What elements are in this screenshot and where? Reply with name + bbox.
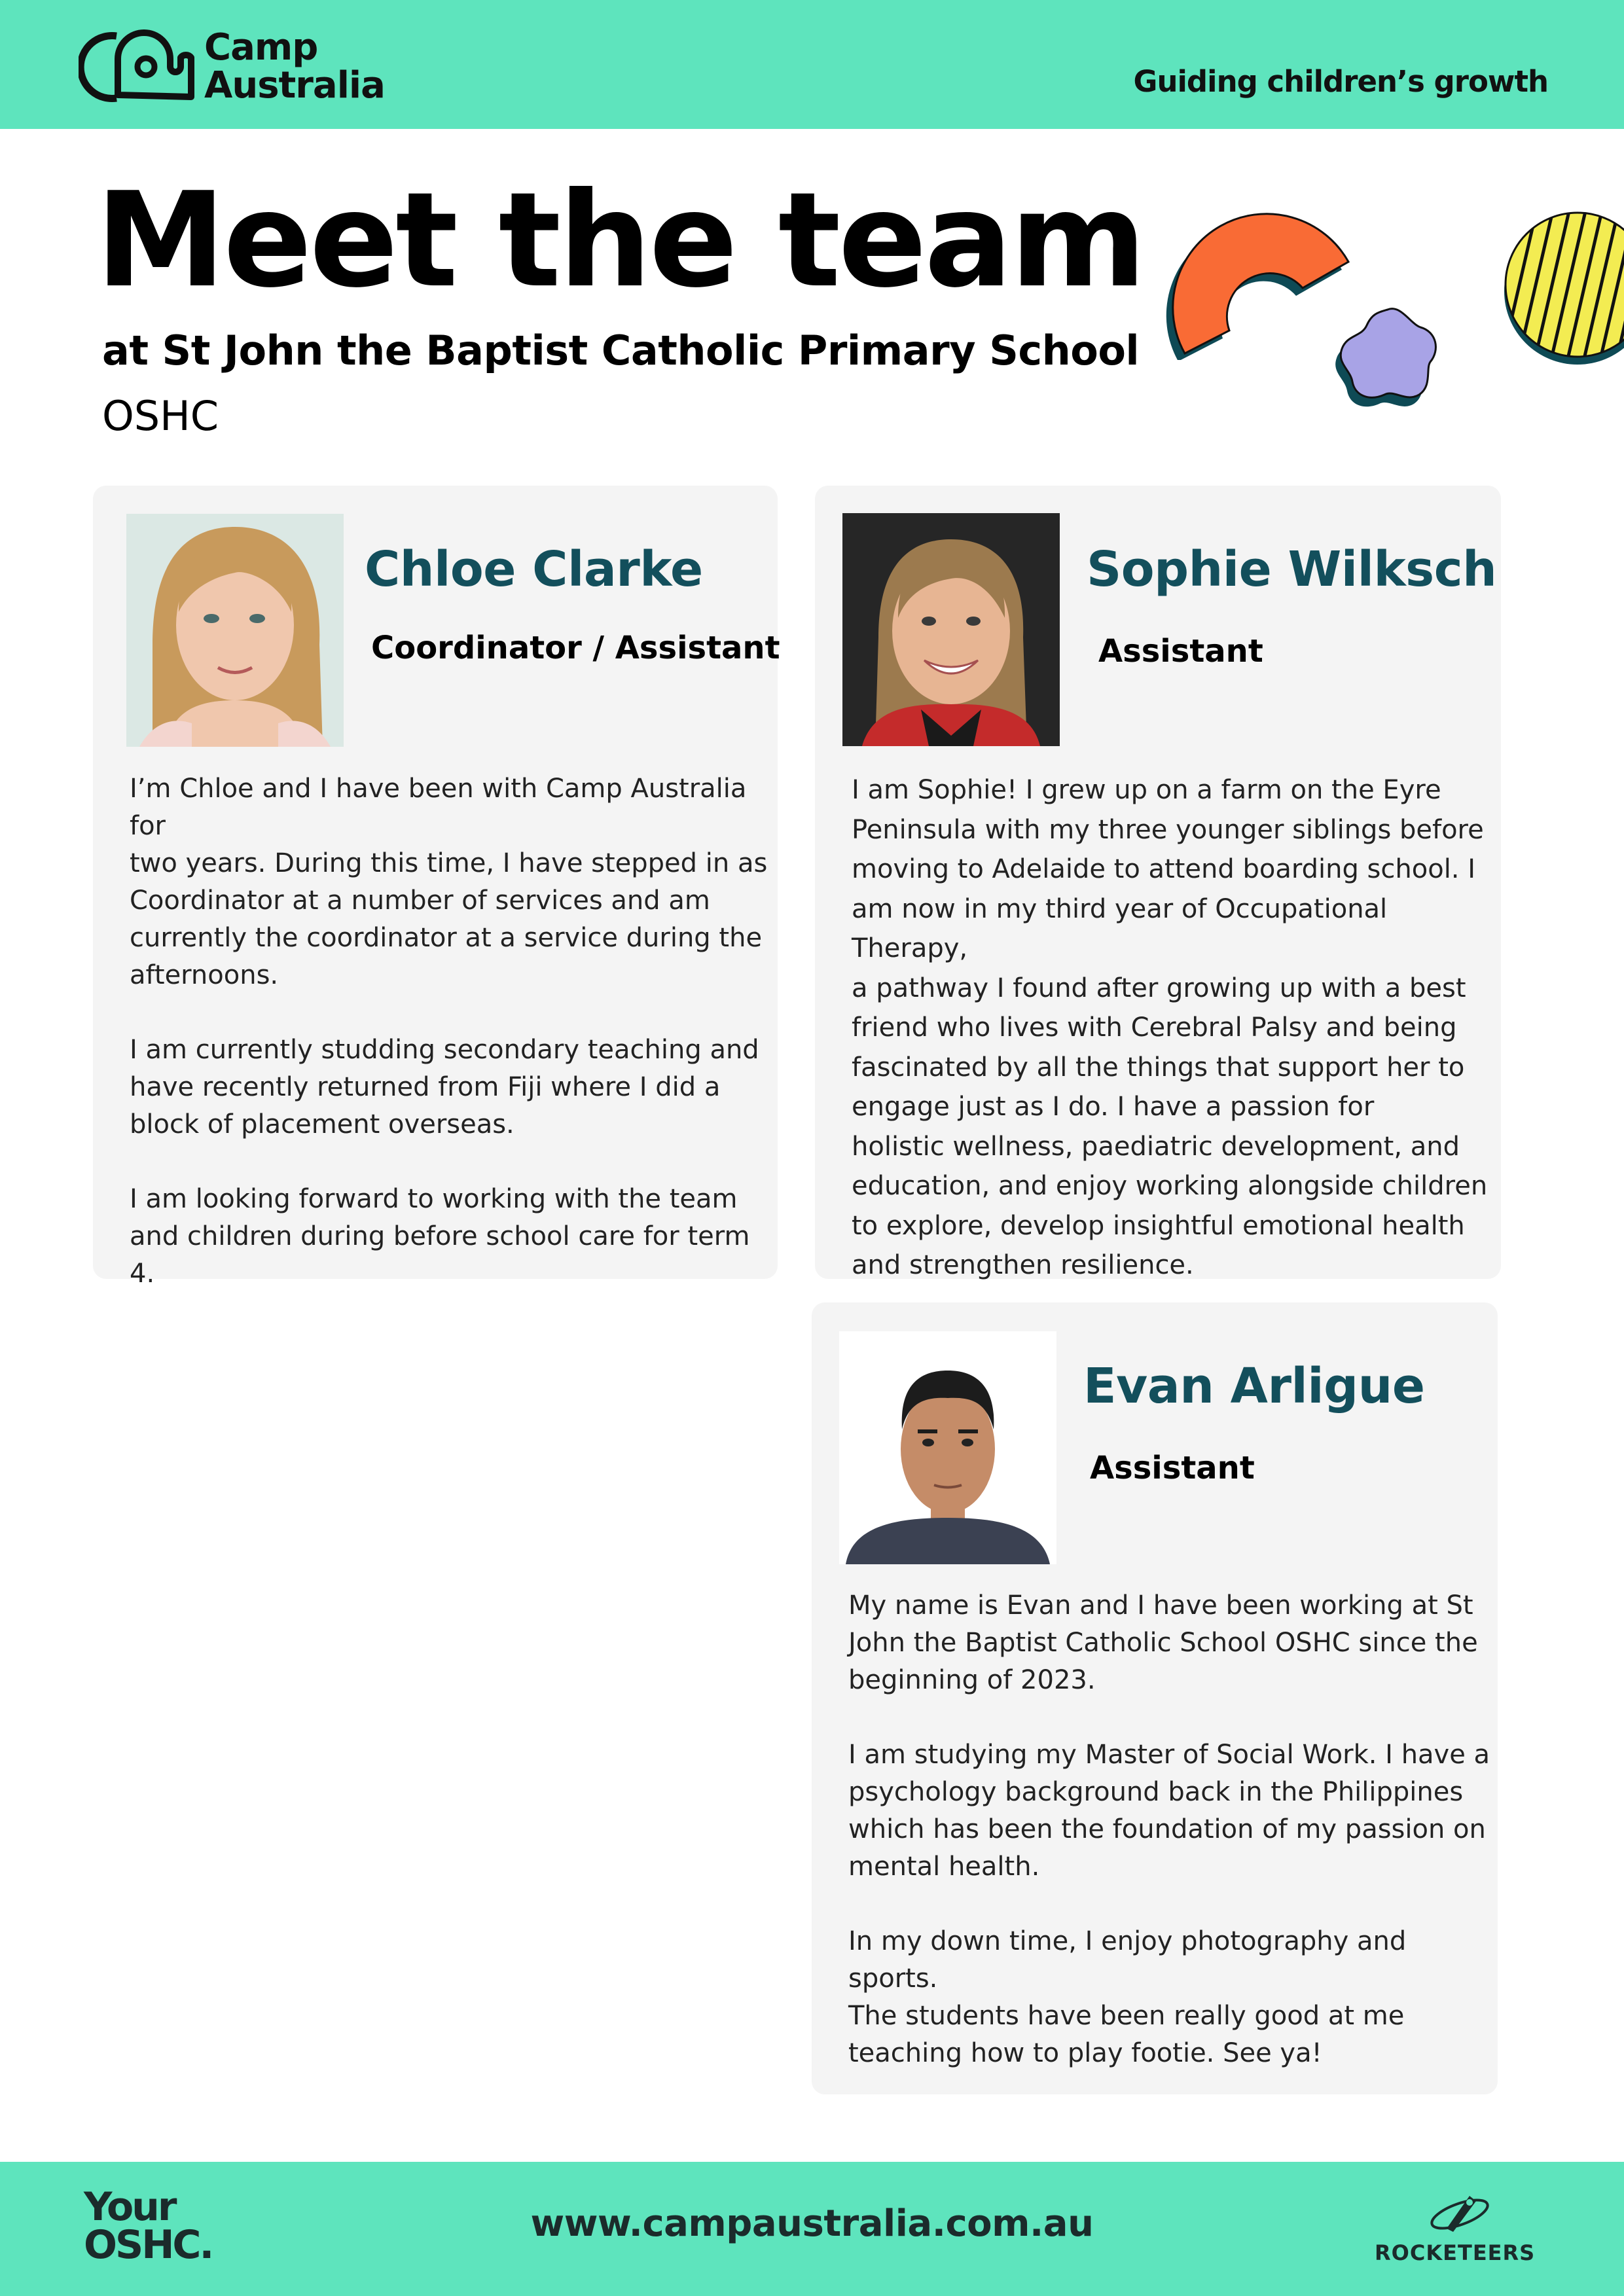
footer-bar (0, 2162, 1624, 2296)
evan-portrait-image (839, 1331, 1056, 1564)
header-bar (0, 0, 1624, 129)
sophie-portrait-image (842, 513, 1060, 746)
chloe-photo (126, 514, 344, 747)
sophie-photo (842, 513, 1060, 746)
yellow-striped-circle-shape (1486, 203, 1624, 373)
team-card-evan (812, 1302, 1498, 2094)
logo-word-camp: Camp (204, 26, 318, 69)
team-card-chloe (93, 486, 780, 1289)
website-link[interactable]: www.campaustralia.com.au (530, 2202, 1094, 2245)
team-member-name: Chloe Clarke (365, 541, 703, 598)
evan-photo (839, 1331, 1056, 1564)
camp-australia-logo[interactable] (79, 26, 393, 111)
camp-australia-logo-icon (79, 26, 200, 108)
team-member-name: Sophie Wilksch (1087, 541, 1497, 598)
team-member-bio: My name is Evan and I have been working at St John the Baptist Catholic School OSHC since the beginning of 2023. I am studying my Master of Social Work. I have a psychology background back in the Philippines which has been the foundation of my passion on mental health. In my down time, I enjoy photography and sports. The students have been really good at me teaching how to play footie. See ya! (848, 1590, 1490, 2068)
logo-wordmark (204, 26, 385, 107)
team-member-role: Assistant (1098, 633, 1263, 670)
team-member-role: Assistant (1090, 1450, 1255, 1486)
your-oshc-logo: Your OSHC. (84, 2184, 213, 2268)
team-member-bio: I’m Chloe and I have been with Camp Australia for two years. During this time, I have stepped in as Coordinator at a number of services and am currently the coordinator at a service during the afternoons. I am currently studding secondary teaching and have recently returned from Fiji where I did a block of placement overseas. I am looking forward to working with the team and children during before school care for term 4. (130, 774, 768, 1289)
page-subtitle-oshc: OSHC (102, 392, 219, 440)
team-member-name: Evan Arligue (1083, 1358, 1425, 1414)
rocketeers-rocket-icon (1424, 2189, 1496, 2235)
page-title: Meet the team (96, 164, 1144, 317)
team-member-bio: I am Sophie! I grew up on a farm on the Eyre Peninsula with my three younger siblings before moving to Adelaide to attend boarding school. I am now in my third year of Occupational Therapy, a pathway I found after growing up with a best friend who lives with Cerebral Palsy and being fascinated by all the things that support her to engage just as I do. I have a passion for holistic wellness, paediatric development, and education, and enjoy working alongside children to explore, develop insightful emotional health and strengthen resilience. (852, 775, 1488, 1280)
tagline: Guiding children’s growth (1133, 64, 1548, 99)
chloe-portrait-image (126, 514, 344, 747)
lavender-flower-shape (1329, 298, 1447, 409)
team-card-sophie (815, 486, 1501, 1279)
page-subtitle: at St John the Baptist Catholic Primary School (102, 327, 1140, 374)
logo-word-australia: Australia (204, 64, 385, 107)
team-member-role: Coordinator / Assistant (371, 630, 780, 666)
rocketeers-logo: ROCKETEERS (1375, 2240, 1536, 2265)
